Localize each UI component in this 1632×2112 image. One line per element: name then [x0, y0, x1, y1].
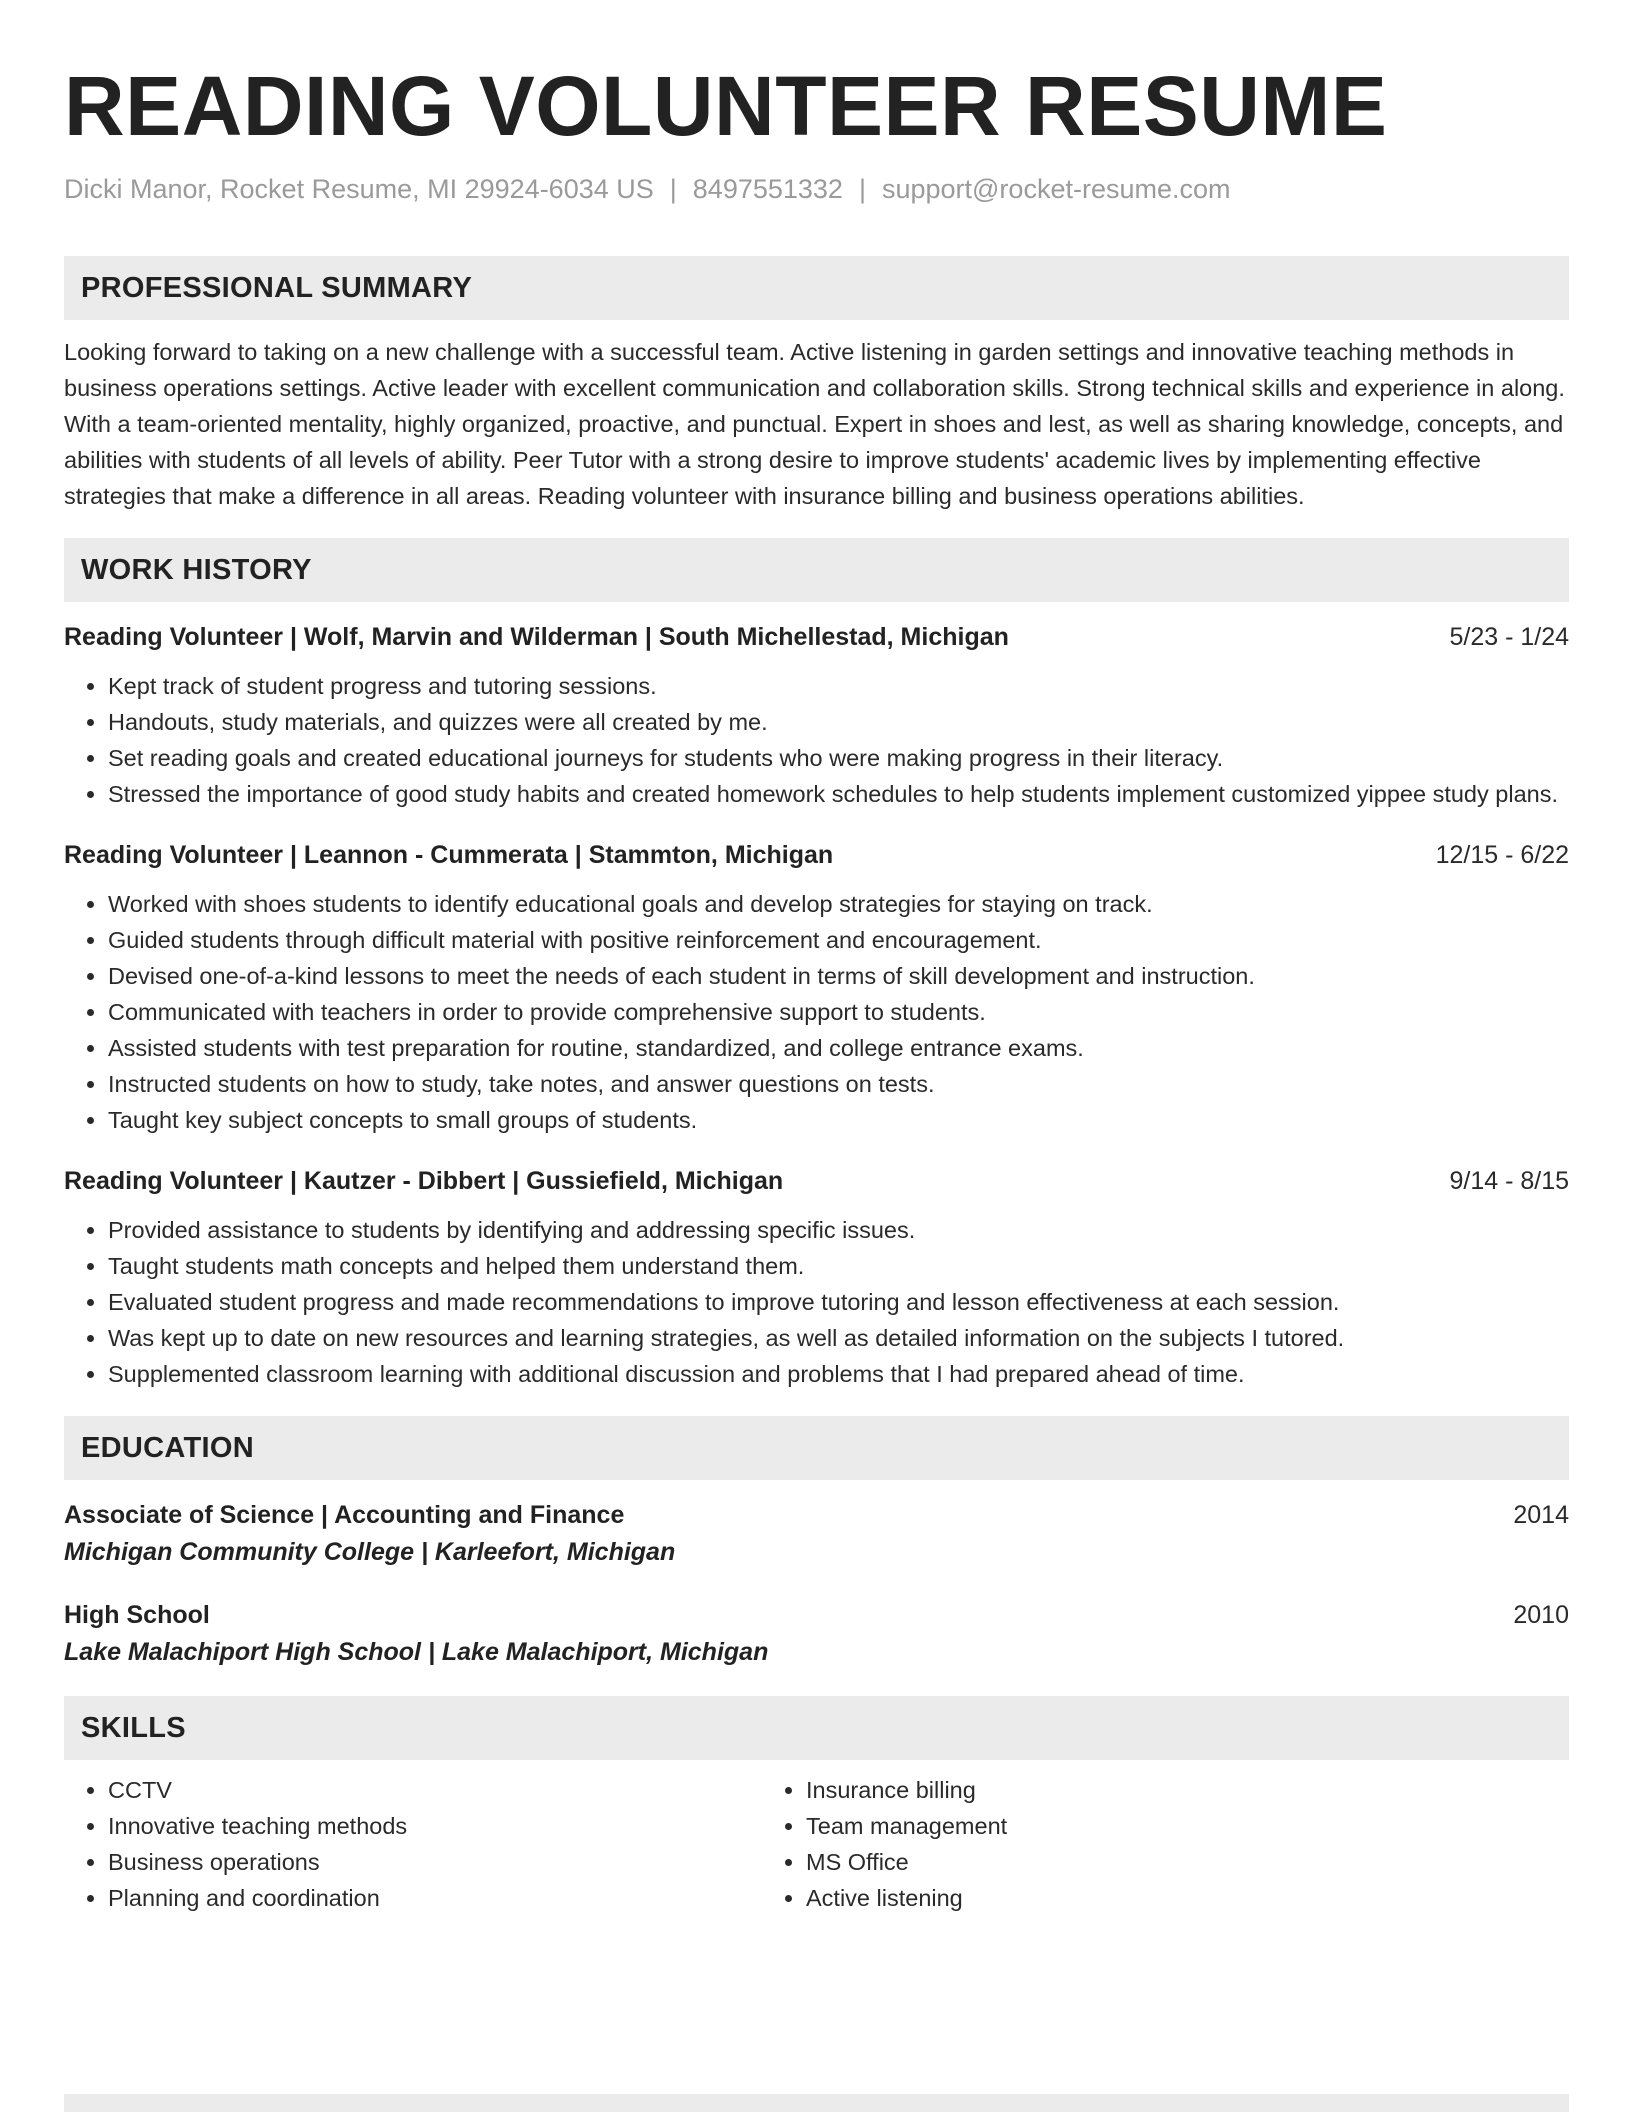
skill-item: • Insurance billing	[806, 1772, 1460, 1808]
job-bullet: • Set reading goals and created educational journeys for students who were making progress in their literacy.	[108, 740, 1569, 776]
contact-separator: |	[858, 174, 866, 204]
skill-item: • Innovative teaching methods	[108, 1808, 762, 1844]
skill-item: • Team management	[806, 1808, 1460, 1844]
summary-text: Looking forward to taking on a new challenge with a successful team. Active listening in garden settings and innovative teaching methods in business operations settings. Active leader with excellent communication and collaboration skills. Strong technical skills and experience in along. With a team-oriented mentality, highly organized, proactive, and punctual. Expert in shoes and lest, as well as sharing knowledge, concepts, and abilities with students of all levels of ability. Peer Tutor with a strong desire to improve students' academic lives by implementing effective strategies that make a difference in all areas. Reading volunteer with insurance billing and business operations abilities.	[64, 339, 1565, 509]
job-bullet: • Was kept up to date on new resources and learning strategies, as well as detailed information on the subjects I tutored.	[108, 1320, 1569, 1356]
education-degree: Associate of Science | Accounting and Finance	[64, 1501, 625, 1529]
education-school: Michigan Community College | Karleefort, Michigan	[64, 1538, 676, 1566]
job-bullet: • Worked with shoes students to identify educational goals and develop strategies for staying on track.	[108, 886, 1569, 922]
education-year: 2014	[1513, 1501, 1569, 1529]
job-bullet: • Assisted students with test preparation for routine, standardized, and college entrance exams.	[108, 1030, 1569, 1066]
job-bullet: • Evaluated student progress and made recommendations to improve tutoring and lesson effectiveness at each session.	[108, 1284, 1569, 1320]
job-bullet: • Guided students through difficult material with positive reinforcement and encouragement.	[108, 922, 1569, 958]
skill-item: • CCTV	[108, 1772, 762, 1808]
job-bullet: • Supplemented classroom learning with additional discussion and problems that I had prepared ahead of time.	[108, 1356, 1569, 1392]
skills-list	[64, 1772, 1569, 1916]
job-header	[64, 620, 1569, 654]
skill-item: • Business operations	[108, 1844, 762, 1880]
job-bullet: • Taught key subject concepts to small groups of students.	[108, 1102, 1569, 1138]
job-bullets	[64, 1212, 1569, 1392]
contact-email: support@rocket-resume.com	[881, 174, 1231, 204]
section-header-skills: SKILLS	[64, 1696, 1569, 1760]
job-dates: 12/15 - 6/22	[1435, 841, 1569, 869]
contact-address: Dicki Manor, Rocket Resume, MI 29924-6034 US	[64, 174, 654, 204]
skill-item: • Planning and coordination	[108, 1880, 762, 1916]
section-header-education: EDUCATION	[64, 1416, 1569, 1480]
job-bullet: • Handouts, study materials, and quizzes were all created by me.	[108, 704, 1569, 740]
job-bullet: • Communicated with teachers in order to provide comprehensive support to students.	[108, 994, 1569, 1030]
job-bullet: • Provided assistance to students by identifying and addressing specific issues.	[108, 1212, 1569, 1248]
job-entry	[64, 620, 1569, 812]
job-title: Reading Volunteer | Wolf, Marvin and Wilderman | South Michellestad, Michigan	[64, 623, 1009, 651]
job-entry	[64, 838, 1569, 1138]
skill-item: • Active listening	[806, 1880, 1460, 1916]
job-bullet: • Taught students math concepts and helped them understand them.	[108, 1248, 1569, 1284]
education-header	[64, 1498, 1569, 1532]
job-bullet: • Devised one-of-a-kind lessons to meet the needs of each student in terms of skill development and instruction.	[108, 958, 1569, 994]
job-bullet: • Stressed the importance of good study habits and created homework schedules to help students implement customized yippee study plans.	[108, 776, 1569, 812]
skills-column-right	[762, 1772, 1460, 1916]
job-bullets	[64, 886, 1569, 1138]
contact-separator: |	[669, 174, 677, 204]
section-header-summary: PROFESSIONAL SUMMARY	[64, 256, 1569, 320]
job-dates: 9/14 - 8/15	[1449, 1167, 1569, 1195]
skill-item: • MS Office	[806, 1844, 1460, 1880]
skills-column-left	[64, 1772, 762, 1916]
education-year: 2010	[1513, 1601, 1569, 1629]
contact-phone: 8497551332	[692, 174, 843, 204]
job-bullet: • Kept track of student progress and tutoring sessions.	[108, 668, 1569, 704]
education-header	[64, 1598, 1569, 1632]
job-bullet: • Instructed students on how to study, take notes, and answer questions on tests.	[108, 1066, 1569, 1102]
education-degree: High School	[64, 1601, 210, 1629]
education-school: Lake Malachiport High School | Lake Malachiport, Michigan	[64, 1638, 769, 1666]
section-header-work-history: WORK HISTORY	[64, 538, 1569, 602]
job-entry	[64, 1164, 1569, 1392]
next-section-header-partial	[64, 2094, 1569, 2112]
job-title: Reading Volunteer | Leannon - Cummerata | Stammton, Michigan	[64, 841, 834, 869]
job-header	[64, 838, 1569, 872]
education-entry	[64, 1598, 1569, 1672]
job-bullets	[64, 668, 1569, 812]
job-header	[64, 1164, 1569, 1198]
education-entry	[64, 1498, 1569, 1572]
job-dates: 5/23 - 1/24	[1449, 623, 1569, 651]
resume-title: READING VOLUNTEER RESUME	[64, 59, 1388, 153]
job-title: Reading Volunteer | Kautzer - Dibbert | Gussiefield, Michigan	[64, 1167, 784, 1195]
contact-line	[64, 172, 1569, 206]
